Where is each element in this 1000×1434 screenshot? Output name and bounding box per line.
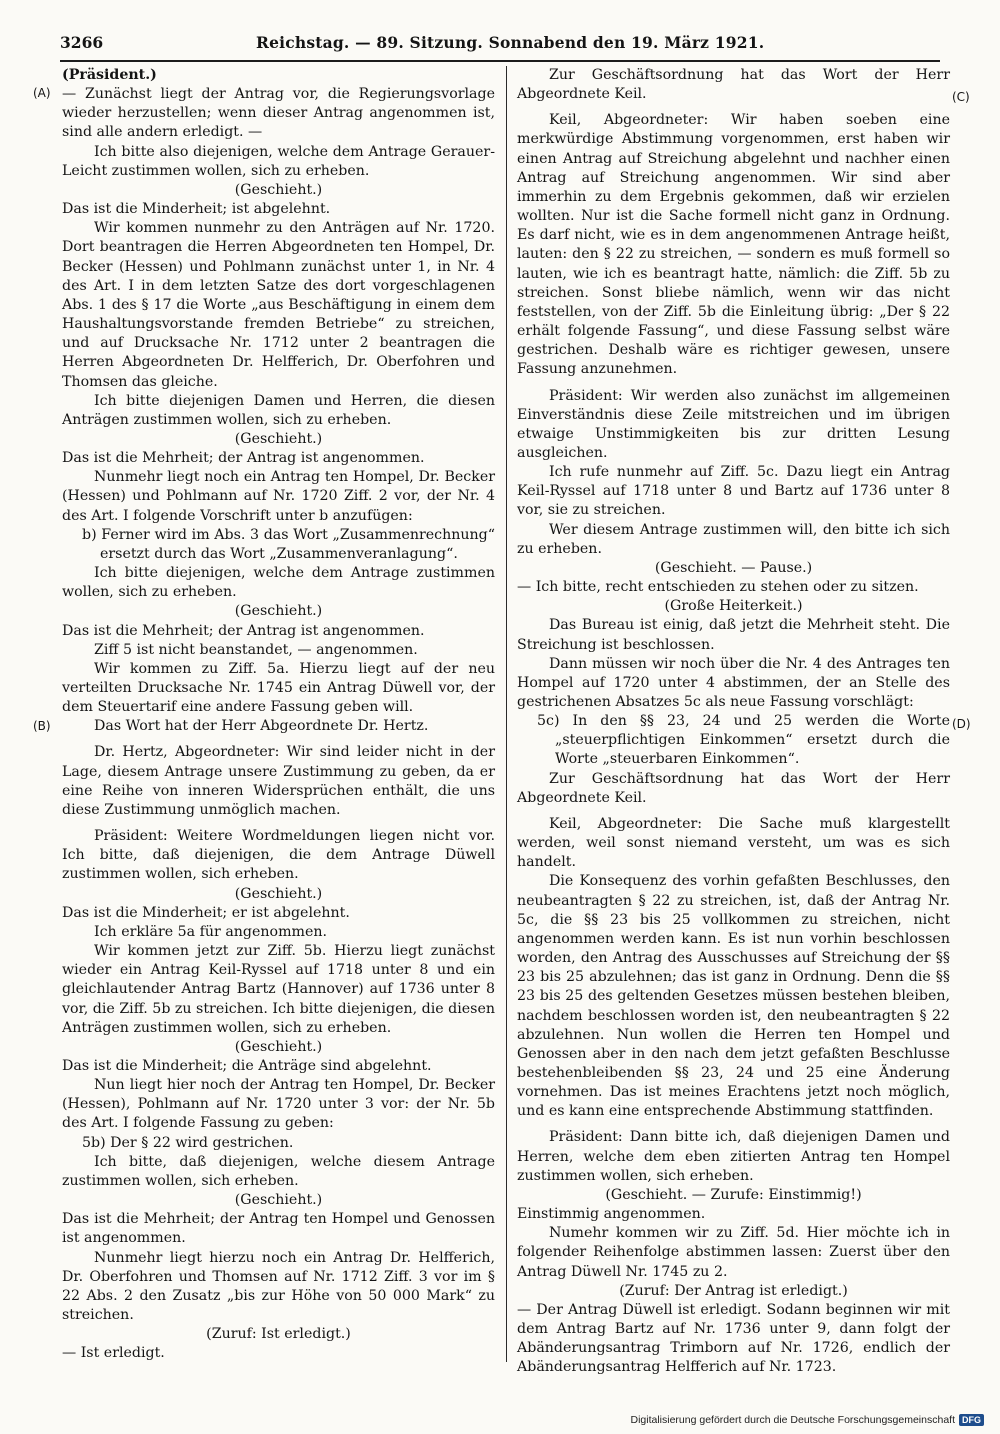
paragraph: (Präsident.) bbox=[62, 67, 157, 83]
paragraph: Das ist die Minderheit; ist abgelehnt. bbox=[62, 201, 331, 218]
paragraph: Die Konsequenz des vorhin gefaßten Beschlusses, den neubeantragten § 22 zu streichen, ist, daß der Antrag Nr. 5c, die §§ 23 bis 25 vollkommen zu streichen, nicht angenommen werden kann. Es ist nun vorhin beschlossen worden, den Antrag des Ausschusses auf Streichung der §§ 23 bis 25 abzulehnen; das ist ganz in Ordnung. Denn die §§ 23 bis 25 des geltenden Gesetzes müssen bestehen bleiben, nachdem beschlossen worden ist, den neubeantragten § 22 abzulehnen. Nun wollen die Herren ten Hompel und Genossen aber in den nach dem jetzt gefaßten Beschlusse bestehenbleibenden §§ 23, 24 und 25 eine Änderung vornehmen. Das ist meines Erachtens jetzt noch möglich, und es kann eine entsprechende Abstimmung stattfinden. bbox=[517, 873, 950, 1120]
paragraph: (Geschieht.) bbox=[234, 430, 323, 447]
paragraph: Präsident: Weitere Wordmeldungen liegen nicht vor. Ich bitte, daß diejenigen, die dem Antrage Düwell zustimmen wollen, sich erheben. bbox=[62, 828, 495, 883]
paragraph: Keil, Abgeordneter: Wir haben soeben eine merkwürdige Abstimmung vorgenommen, erst haben wir einen Antrag auf Streichung abgelehnt und nachher einen Antrag auf Streichung angenommen. Wir sind aber immerhin zu dem Ergebnis gekommen, daß wir erzielen wollten. Nur ist die Sache formell nicht ganz in Ordnung. Es darf nicht, wie es in dem angenommenen Antrage heißt, lauten: den § 22 zu streichen, — sondern es muß formell so lauten, wie ich es beantragt hatte, nämlich: die Ziff. 5b zu streichen. Sonst bliebe nämlich, wenn wir das nicht feststellen, von der Ziff. 5b die Einleitung übrig: „Der § 22 erhält folgende Fassung“, und diese Fassung selbst wäre gestrichen. Deshalb wäre es richtiger gewesen, unsere Fassung anzunehmen. bbox=[517, 112, 950, 378]
paragraph: Ich bitte also diejenigen, welche dem Antrage Gerauer-Leicht zustimmen wollen, sich zu erheben. bbox=[62, 143, 495, 179]
paragraph: Präsident: Dann bitte ich, daß diejenigen Damen und Herren, welche dem eben zitierten Antrag ten Hompel zustimmen wollen, sich erheben. bbox=[517, 1129, 950, 1184]
paragraph: Nunmehr liegt noch ein Antrag ten Hompel, Dr. Becker (Hessen) und Pohlmann auf Nr. 1720 Ziff. 2 vor, der Nr. 4 des Art. I folgende Vorschrift unter b anzufügen: bbox=[62, 469, 495, 524]
paragraph: b) Ferner wird im Abs. 3 das Wort „Zusammenrechnung“ ersetzt durch das Wort „Zusammenveranlagung“. bbox=[82, 526, 495, 562]
paragraph: (Geschieht.) bbox=[234, 885, 323, 902]
running-title: Reichstag. — 89. Sitzung. Sonnabend den 19. März 1921. bbox=[256, 33, 765, 52]
left-column bbox=[62, 66, 495, 1363]
footer-credit bbox=[630, 1414, 984, 1426]
paragraph: Zur Geschäftsordnung hat das Wort der Herr Abgeordnete Keil. bbox=[517, 770, 950, 806]
paragraph: Ich rufe nunmehr auf Ziff. 5c. Dazu liegt ein Antrag Keil-Ryssel auf 1718 unter 8 und Bartz auf 1736 unter 8 vor, sie zu streichen. bbox=[517, 464, 950, 519]
paragraph: Das ist die Mehrheit; der Antrag ten Hompel und Genossen ist angenommen. bbox=[62, 1211, 495, 1247]
paragraph: Wir kommen zu Ziff. 5a. Hierzu liegt auf der neu verteilten Drucksache Nr. 1745 ein Antrag Düwell vor, der dem Steuertarif eine andere Fassung geben will. bbox=[62, 660, 495, 716]
paragraph: Wer diesem Antrage zustimmen will, den bitte ich sich zu erheben. bbox=[517, 521, 950, 557]
paragraph: — Ist erledigt. bbox=[62, 1345, 165, 1362]
paragraph: Wir kommen jetzt zur Ziff. 5b. Hierzu liegt zunächst wieder ein Antrag Keil-Ryssel auf 1718 unter 8 und ein gleichlautender Antrag Bartz (Hannover) auf 1736 unter 8 vor, die Ziff. 5b zu streichen. Ich bitte diejenigen, die diesen Anträgen zustimmen wollen, sich zu erheben. bbox=[62, 943, 495, 1036]
paragraph: Nun liegt hier noch der Antrag ten Hompel, Dr. Becker (Hessen), Pohlmann auf Nr. 1720 unter 3 vor: der Nr. 5b des Art. I folgende Fassung zu geben: bbox=[62, 1077, 495, 1132]
paragraph: Dr. Hertz, Abgeordneter: Wir sind leider nicht in der Lage, diesem Antrage unsere Zustimmung zu geben, da er eine Reihe von inneren Widersprüchen enthält, die uns diese Zustimmung unmöglich machen. bbox=[62, 744, 495, 818]
paragraph: (Geschieht.) bbox=[234, 181, 323, 198]
paragraph: — Der Antrag Düwell ist erledigt. Sodann beginnen wir mit dem Antrag Bartz auf Nr. 1736 unter 9, dann folgt der Abänderungsantrag Trimborn auf Nr. 1726, endlich der Abänderungsantrag Helfferich auf Nr. 1723. bbox=[517, 1301, 950, 1376]
paragraph: Das Bureau ist einig, daß jetzt die Mehrheit steht. Die Streichung ist beschlossen. bbox=[517, 617, 950, 653]
page-number: 3266 bbox=[60, 33, 104, 52]
margin-mark-b: (B) bbox=[33, 719, 51, 733]
paragraph: Ziff 5 ist nicht beanstandet, — angenommen. bbox=[94, 641, 418, 658]
paragraph: Einstimmig angenommen. bbox=[517, 1206, 706, 1223]
paragraph: Das ist die Minderheit; er ist abgelehnt. bbox=[62, 904, 350, 921]
paragraph: Zur Geschäftsordnung hat das Wort der Herr Abgeordnete Keil. bbox=[517, 67, 950, 103]
dfg-logo: DFG bbox=[959, 1414, 984, 1426]
footer-text: Digitalisierung gefördert durch die Deutsche Forschungsgemeinschaft bbox=[630, 1414, 955, 1426]
paragraph: — Zunächst liegt der Antrag vor, die Regierungsvorlage wieder herzustellen; wenn dieser Antrag angenommen ist, sind alle andern erledigt. — bbox=[62, 86, 495, 141]
paragraph: Wir kommen nunmehr zu den Anträgen auf Nr. 1720. Dort beantragen die Herren Abgeordneten ten Hompel, Dr. Becker (Hessen) und Pohlmann zunächst unter 1, in Nr. 4 des Art. I in dem letzten Satze des dort vorgeschlagenen Abs. 1 des § 17 die Worte „aus Beschäftigung in einem dem Haushaltungsvorstande fremden Betriebe“ zu streichen, und auf Drucksache Nr. 1712 unter 2 beantragen die Herren Abgeordneten Dr. Helfferich, Dr. Oberfohren und Thomsen das gleiche. bbox=[62, 220, 495, 390]
paragraph: Das ist die Mehrheit; der Antrag ist angenommen. bbox=[62, 450, 425, 467]
paragraph: Das Wort hat der Herr Abgeordnete Dr. Hertz. bbox=[94, 718, 429, 735]
paragraph: (Geschieht. — Zurufe: Einstimmig!) bbox=[605, 1186, 862, 1203]
paragraph: Ich bitte diejenigen, welche dem Antrage zustimmen wollen, sich zu erheben. bbox=[62, 565, 495, 601]
paragraph: Dann müssen wir noch über die Nr. 4 des Antrages ten Hompel auf 1720 unter 4 abstimmen, der an Stelle des gestrichenen Absatzes 5c als neue Fassung vorschlägt: bbox=[517, 655, 950, 710]
paragraph: (Große Heiterkeit.) bbox=[664, 598, 803, 615]
paragraph: Ich bitte diejenigen Damen und Herren, die diesen Anträgen zustimmen wollen, sich zu erheben. bbox=[62, 392, 495, 428]
margin-mark-d: (D) bbox=[952, 717, 971, 731]
paragraph: Das ist die Mehrheit; der Antrag ist angenommen. bbox=[62, 622, 425, 639]
paragraph: Das ist die Minderheit; die Anträge sind abgelehnt. bbox=[62, 1057, 432, 1074]
paragraph: 5b) Der § 22 wird gestrichen. bbox=[82, 1134, 294, 1151]
column-divider bbox=[506, 66, 507, 1362]
paragraph: (Zuruf: Ist erledigt.) bbox=[206, 1326, 351, 1343]
paragraph: — Ich bitte, recht entschieden zu stehen oder zu sitzen. bbox=[517, 579, 919, 596]
margin-mark-c: (C) bbox=[952, 90, 970, 104]
paragraph: Ich bitte, daß diejenigen, welche diesem Antrage zustimmen wollen, sich erheben. bbox=[62, 1153, 495, 1189]
paragraph: Nunmehr liegt hierzu noch ein Antrag Dr. Helfferich, Dr. Oberfohren und Thomsen auf Nr. 1712 Ziff. 3 vor im § 22 Abs. 2 den Zusatz „bis zur Höhe von 50 000 Mark“ zu streichen. bbox=[62, 1249, 495, 1323]
paragraph: (Geschieht. — Pause.) bbox=[654, 559, 813, 576]
header-rule bbox=[60, 60, 940, 62]
margin-mark-a: (A) bbox=[33, 86, 51, 100]
running-header bbox=[60, 33, 940, 57]
paragraph: (Zuruf: Der Antrag ist erledigt.) bbox=[619, 1282, 848, 1299]
paragraph: Keil, Abgeordneter: Die Sache muß klargestellt werden, weil sonst niemand versteht, um was es sich handelt. bbox=[517, 815, 950, 871]
paragraph: (Geschieht.) bbox=[234, 603, 323, 620]
paragraph: (Geschieht.) bbox=[234, 1038, 323, 1055]
right-column bbox=[517, 66, 950, 1377]
paragraph: 5c) In den §§ 23, 24 und 25 werden die Worte „steuerpflichtigen Einkommen“ ersetzt durch die Worte „steuerbaren Einkommen“. bbox=[537, 713, 950, 768]
paragraph: Numehr kommen wir zu Ziff. 5d. Hier möchte ich in folgender Reihenfolge abstimmen lassen: Zuerst über den Antrag Düwell Nr. 1745 zu 2. bbox=[517, 1225, 950, 1280]
paragraph: Ich erkläre 5a für angenommen. bbox=[94, 923, 328, 940]
paragraph: (Geschieht.) bbox=[234, 1192, 323, 1209]
paragraph: Präsident: Wir werden also zunächst im allgemeinen Einverständnis diese Zeile mitstreichen und im übrigen etwaige Unstimmigkeiten bis zur dritten Lesung ausgleichen. bbox=[517, 387, 950, 461]
